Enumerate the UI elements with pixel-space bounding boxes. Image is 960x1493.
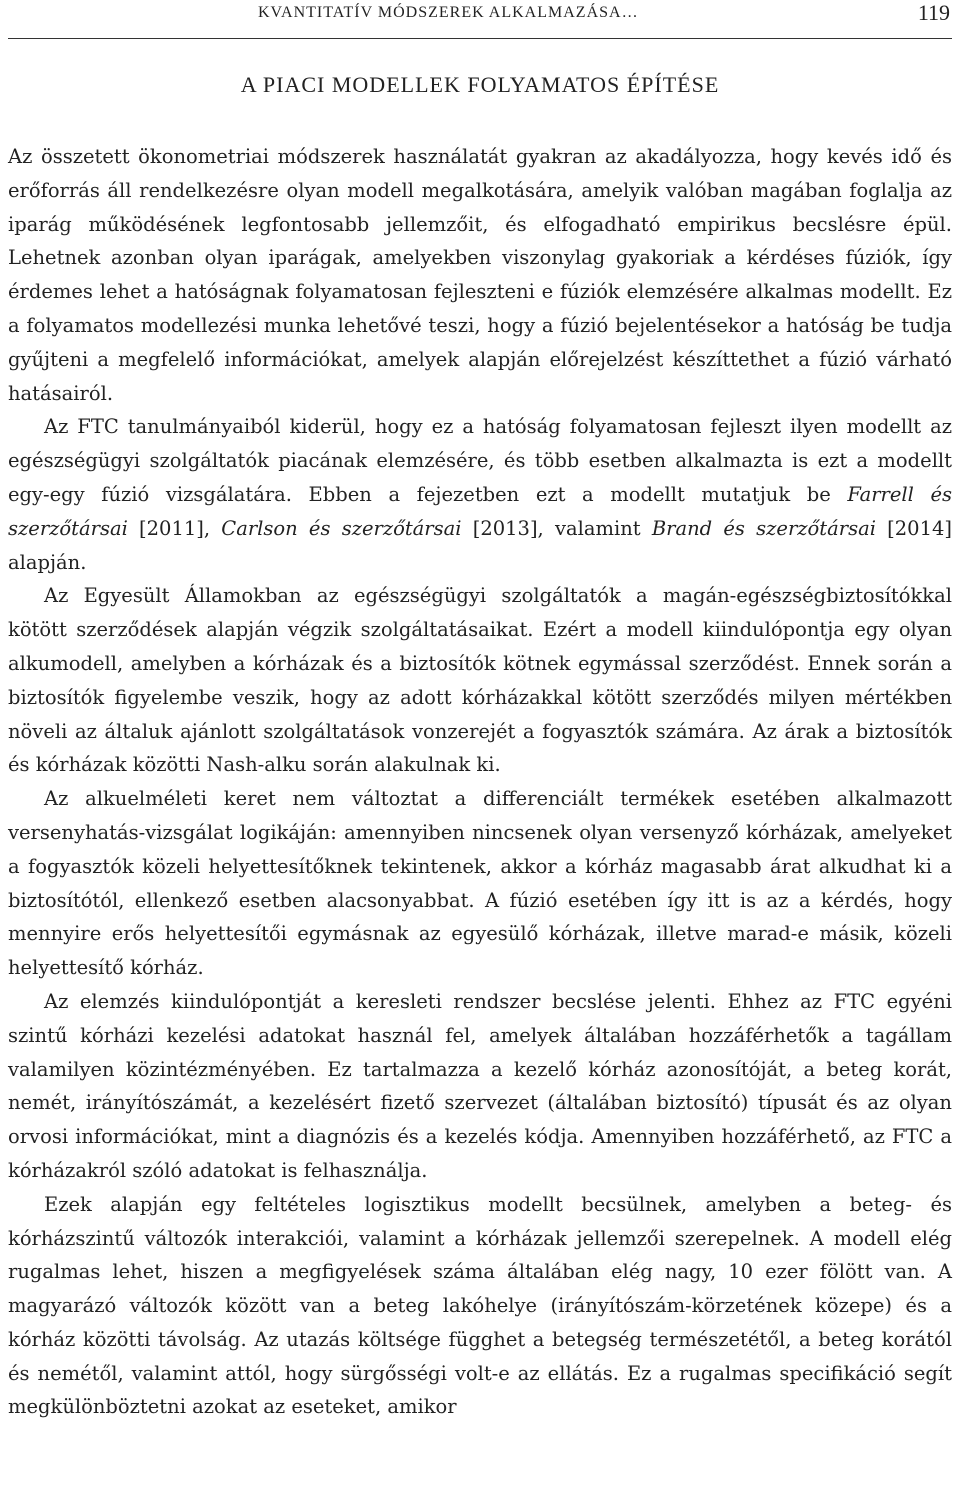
paragraph: Ezek alapján egy feltételes logisztikus modellt becsülnek, amelyben a beteg- és kórházszintű változók interakciói, valamint a kórházak jellemzői szerepelnek. A modell elég rugalmas lehet, hiszen a megfigyelések száma általában elég nagy, 10 ezer fölött van. A magyarázó változók között van a beteg lakóhelye (irányítószám-körzetének közepe) és a kórház közötti távolság. Az utazás költsége függhet a betegség természetétől, a beteg korától és nemétől, valamint attól, hogy sürgősségi volt-e az ellátás. Ez a rugalmas specifikáció segít megkülönböztetni azokat az eseteket, amikor bbox=[8, 1192, 952, 1419]
paragraph bbox=[8, 410, 952, 579]
citation-author: Carlson és szerzőtársai bbox=[221, 516, 462, 540]
page-number: 119 bbox=[917, 0, 950, 25]
paragraph-text: [2014] alapján. bbox=[8, 516, 952, 574]
citation-author: Brand és szerzőtársai bbox=[651, 516, 876, 540]
citation-author: Farrell és szerzőtársai bbox=[8, 482, 952, 540]
paragraph: Az Egyesült Államokban az egészségügyi szolgáltatók a magán-egészségbiztosítókkal kötött szerződések alapján végzik szolgáltatásaikat. Ezért a modell kiindulópontja egy olyan alkumodell, amelyben a kórházak és a biztosítók kötnek egymással szerződést. Ennek során a biztosítók figyelembe veszik, hogy az adott kórházakkal kötött szerződés milyen mértékben növeli az általuk ajánlott szolgáltatások vonzerejét a fogyasztók számára. Az árak a biztosítók és kórházak közötti Nash-alku során alakulnak ki. bbox=[8, 584, 952, 777]
paragraph: Az alkuelméleti keret nem változtat a differenciált termékek esetében alkalmazott versenyhatás-vizsgálat logikáján: amennyiben nincsenek olyan versenyző kórházak, amelyeket a fogyasztók közeli helyettesítőknek tekintenek, akkor a kórház magasabb árat alkudhat ki a biztosítótól, ellenkező esetben alacsonyabbat. A fúzió esetében így itt is az a kérdés, hogy mennyire erős helyettesítői egymásnak az egyesülő kórházak, illetve marad-e másik, közeli helyettesítő kórház. bbox=[8, 787, 952, 980]
paragraph-text: [2011], bbox=[127, 516, 222, 540]
running-header-title: KVANTITATÍV MÓDSZEREK ALKALMAZÁSA… bbox=[258, 4, 639, 21]
section-title: A PIACI MODELLEK FOLYAMATOS ÉPÍTÉSE bbox=[240, 72, 720, 97]
running-header bbox=[8, 0, 952, 39]
body-text bbox=[8, 140, 952, 1424]
paragraph: Az elemzés kiindulópontját a keresleti rendszer becslése jelenti. Ehhez az FTC egyéni szintű kórházi kezelési adatokat használ fel, amelyek általában hozzáférhetők a tagállam valamilyen közintézményében. Ez tartalmazza a kezelő kórház azonosítóját, a beteg korát, nemét, irányítószámát, a kezelésért fizető szervezet (általában biztosító) típusát és az olyan orvosi információkat, mint a diagnózis és a kezelés kódja. Amennyiben hozzáférhető, az FTC a kórházakról szóló adatokat is felhasználja. bbox=[8, 989, 952, 1182]
paragraph-text: Az FTC tanulmányaiból kiderül, hogy ez a hatóság folyamatosan fejleszt ilyen modellt az egészségügyi szolgáltatók piacának elemzésére, és több esetben alkalmazta is ezt a modellt egy-egy fúzió vizsgálatára. Ebben a fejezetben ezt a modellt mutatjuk be bbox=[8, 415, 952, 506]
paragraph: Az összetett ökonometriai módszerek használatát gyakran az akadályozza, hogy kevés idő és erőforrás áll rendelkezésre olyan modell megalkotására, amelyik valóban magában foglalja az iparág működésének legfontosabb jellemzőit, és elfogadható empirikus becslésre épül. Lehetnek azonban olyan iparágak, amelyekben viszonylag gyakoriak a kérdéses fúziók, így érdemes lehet a hatóságnak folyamatosan fejleszteni e fúziók elemzésére alkalmas modellt. Ez a folyamatos modellezési munka lehetővé teszi, hogy a fúzió bejelentésekor a hatóság be tudja gyűjteni a megfelelő információkat, amelyek alapján előrejelzést készíttethet a fúzió várható hatásairól. bbox=[8, 145, 952, 405]
paragraph-text: [2013], valamint bbox=[461, 516, 652, 540]
